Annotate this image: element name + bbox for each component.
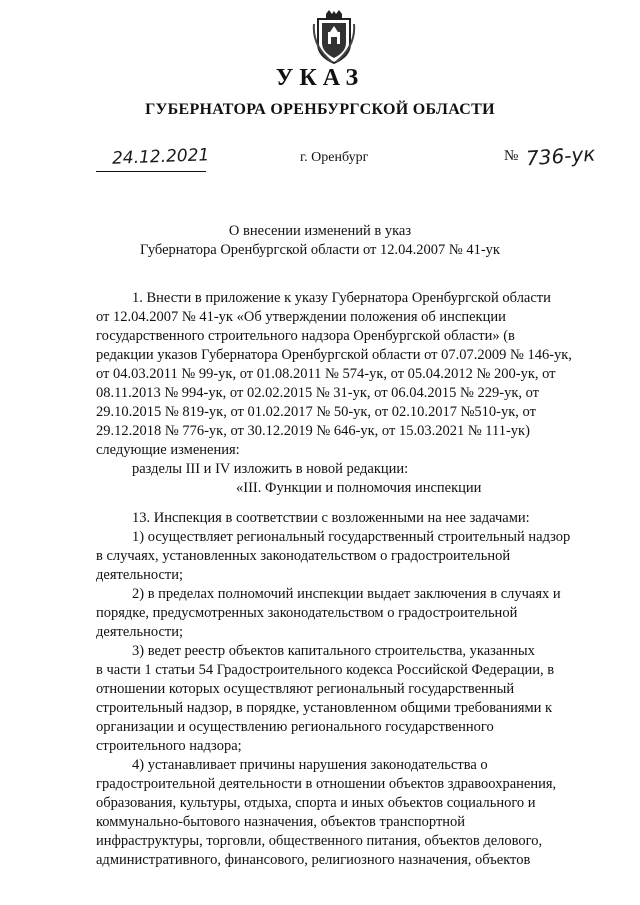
item-3-line: 3) ведет реестр объектов капитального строительства, указанных bbox=[132, 643, 535, 659]
item-1-line: деятельности; bbox=[96, 567, 184, 583]
item-3-line: строительный надзор, в порядке, установленном общими требованиями к bbox=[96, 700, 553, 716]
item-3-line: строительного надзора; bbox=[96, 738, 242, 754]
item-2-line: деятельности; bbox=[96, 624, 184, 640]
item-4-line: 4) устанавливает причины нарушения законодательства о bbox=[132, 757, 488, 773]
item-4-line: коммунально-бытового назначения, объектов транспортной bbox=[96, 814, 466, 830]
p1-line: государственного строительного надзора Оренбургской области» (в bbox=[96, 328, 515, 344]
subject-line-1: О внесении изменений в указ bbox=[228, 223, 412, 239]
document-issuer: ГУБЕРНАТОРА ОРЕНБУРГСКОЙ ОБЛАСТИ bbox=[145, 101, 495, 118]
item-2-line: порядке, предусмотренных законодательством о градостроительной bbox=[96, 605, 518, 621]
paragraph-13: 13. Инспекция в соответствии с возложенными на нее задачами: bbox=[132, 510, 530, 526]
p1-line: 08.11.2013 № 994-ук, от 02.02.2015 № 31-ук, от 06.04.2015 № 229-ук, от bbox=[96, 385, 540, 401]
coat-of-arms-icon bbox=[312, 10, 356, 64]
document-number: 736-ук bbox=[525, 141, 597, 171]
item-2-line: 2) в пределах полномочий инспекции выдает заключения в случаях и bbox=[132, 586, 561, 602]
subject-line-2: Губернатора Оренбургской области от 12.04.2007 № 41-ук bbox=[140, 242, 500, 258]
document-date: 24.12.2021 bbox=[111, 145, 210, 169]
document-body bbox=[96, 289, 600, 870]
document-city: г. Оренбург bbox=[300, 150, 369, 165]
p1-line: следующие изменения: bbox=[96, 442, 240, 458]
document-title: УКАЗ bbox=[275, 65, 365, 91]
p1-line: от 04.03.2011 № 99-ук, от 01.08.2011 № 574-ук, от 05.04.2012 № 200-ук, от bbox=[96, 366, 556, 382]
item-4-line: образования, культуры, отдыха, спорта и иных объектов социального и bbox=[96, 795, 536, 811]
item-4-line: административного, финансового, религиозного назначения, объектов bbox=[96, 852, 531, 868]
p1-line: 1. Внести в приложение к указу Губернатора Оренбургской области bbox=[132, 290, 551, 306]
item-4-line: инфраструктуры, торговли, общественного питания, объектов делового, bbox=[96, 833, 543, 849]
item-3-line: отношении которых осуществляют региональный государственный bbox=[96, 681, 515, 697]
item-4-line: градостроительной деятельности в отношении объектов здравоохранения, bbox=[96, 776, 557, 792]
p1-line: от 12.04.2007 № 41-ук «Об утверждении положения об инспекции bbox=[96, 309, 506, 325]
date-underline bbox=[96, 171, 206, 172]
document-subject bbox=[0, 222, 640, 260]
section-heading: «III. Функции и полномочия инспекции bbox=[236, 480, 482, 496]
p1-line: 29.12.2018 № 776-ук, от 30.12.2019 № 646-ук, от 15.03.2021 № 111-ук) bbox=[96, 423, 530, 439]
p1-line: редакции указов Губернатора Оренбургской области от 07.07.2009 № 146-ук, bbox=[96, 347, 572, 363]
item-1-line: в случаях, установленных законодательством о градостроительной bbox=[96, 548, 511, 564]
item-3-line: организации и осуществлению регионального государственного bbox=[96, 719, 494, 735]
item-3-line: в части 1 статьи 54 Градостроительного кодекса Российской Федерации, в bbox=[96, 662, 555, 678]
number-prefix: № bbox=[504, 148, 519, 164]
p1-line: 29.10.2015 № 819-ук, от 01.02.2017 № 50-ук, от 02.10.2017 №510-ук, от bbox=[96, 404, 536, 420]
item-1-line: 1) осуществляет региональный государственный строительный надзор bbox=[132, 529, 571, 545]
sections-line: разделы III и IV изложить в новой редакции: bbox=[132, 461, 409, 477]
